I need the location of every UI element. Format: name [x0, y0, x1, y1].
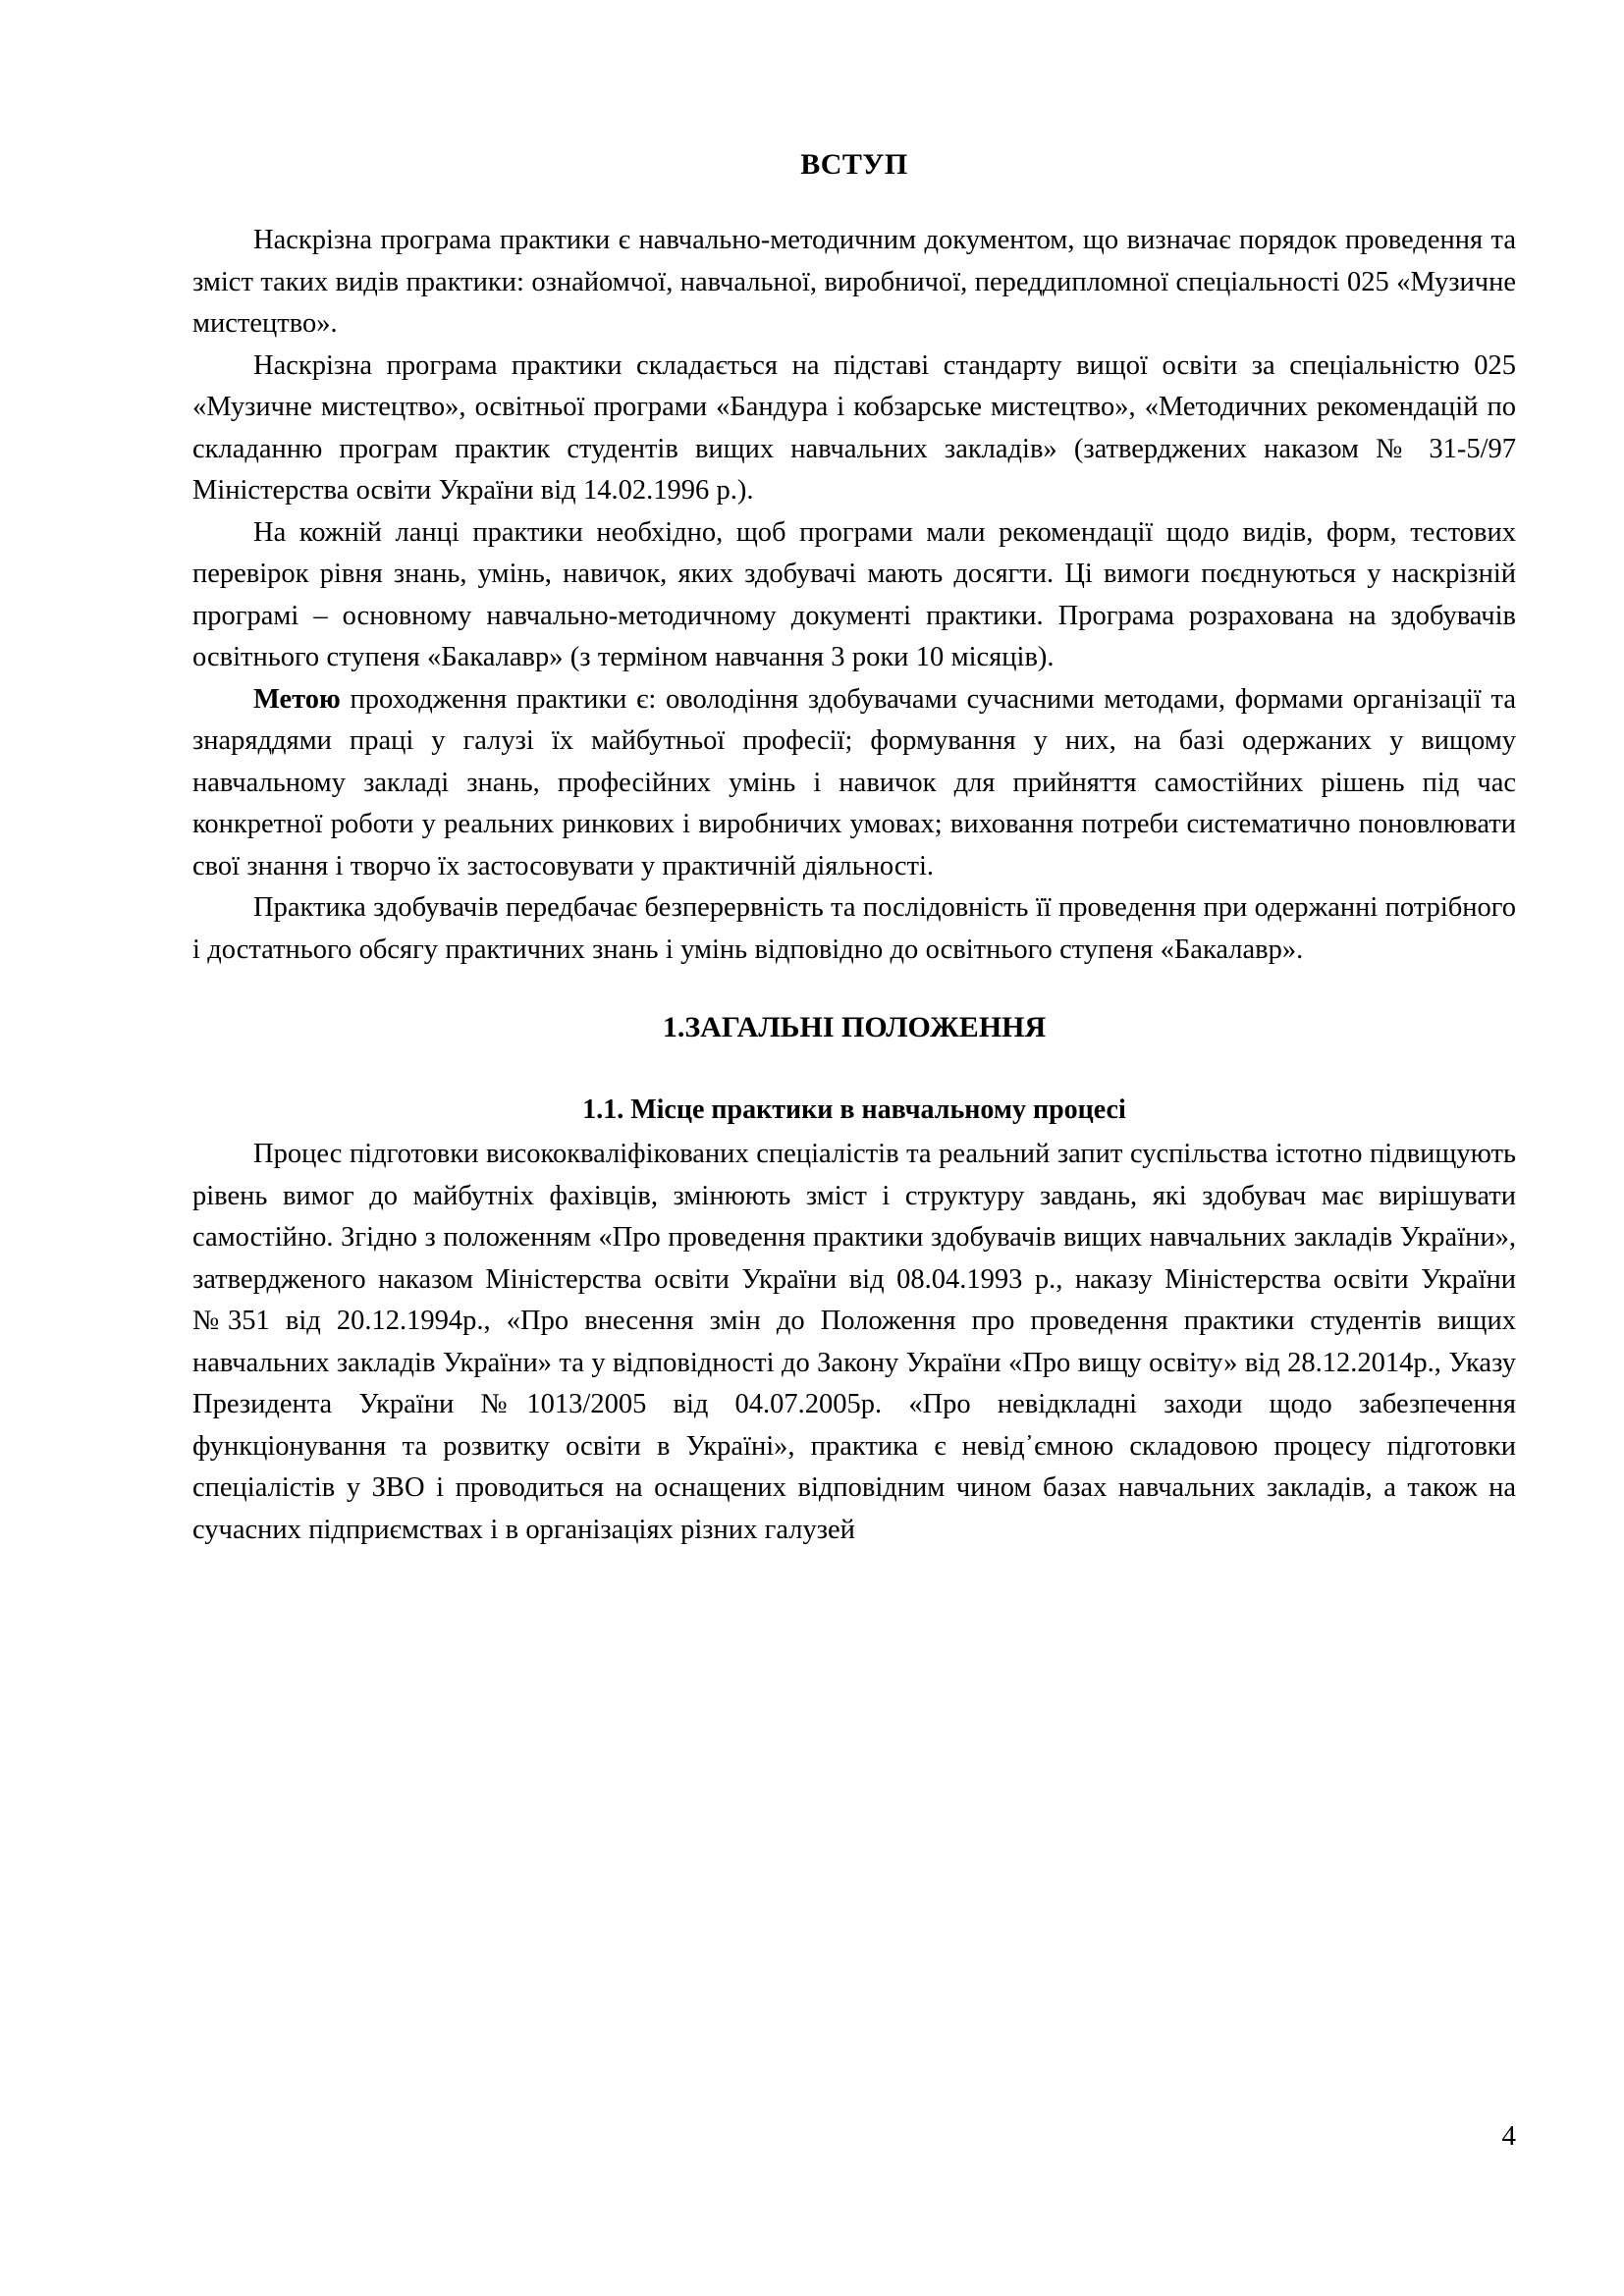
paragraph-intro-2: Наскрізна програма практики складається на підставі стандарту вищої освіти за спеціальністю 025 «Музичне мистецтво», освітньої програми «Бандура і кобзарське мистецтво», «Методичних рекомендацій по складанню програм практик студентів вищих навчальних закладів» (затверджених наказом № 31-5/97 Міністерства освіти України від 14.02.1996 р.).: [192, 349, 1516, 506]
page-content: [192, 147, 1516, 1551]
section-heading-1: 1.ЗАГАЛЬНІ ПОЛОЖЕННЯ: [662, 1011, 1047, 1043]
paragraph-subsection-1-1: Процес підготовки висококваліфікованих спеціалістів та реальний запит суспільства істотно підвищують рівень вимог до майбутніх фахівців, змінюють зміст і структуру завдань, які здобувач має вирішувати самостійно. Згідно з положенням «Про проведення практики здобувачів вищих навчальних закладів України», затвердженого наказом Міністерства освіти України від 08.04.1993 р., наказу Міністерства освіти України №351 від 20.12.1994р., «Про внесення змін до Положення про проведення практики студентів вищих навчальних закладів України» та у відповідності до Закону України «Про вищу освіту» від 28.12.2014р., Указу Президента України №1013/2005 від 04.07.2005р. «Про невідкладні заходи щодо забезпечення функціонування та розвитку освіти в Україні», практика є невід᾽ємною складовою процесу підготовки спеціалістів у ЗВО і проводиться на оснащених відповідним чином базах навчальних закладів, а також на сучасних підприємствах і в організаціях різних галузей: [192, 1139, 1516, 1545]
paragraph-intro-1: Наскрізна програма практики є навчально-методичним документом, що визначає порядок проведення та зміст таких видів практики: ознайомчої, навчальної, виробничої, переддипломної спеціальності 025 «Музичне мистецтво».: [192, 225, 1516, 339]
subsection-heading-1-1: 1.1. Місце практики в навчальному процесі: [582, 1094, 1126, 1125]
paragraph-continuity: Практика здобувачів передбачає безперервність та послідовність її проведення при одержанні потрібного і достатнього обсягу практичних знань і умінь відповідно до освітнього ступеня «Бакалавр».: [192, 892, 1516, 965]
page-number: 4: [1501, 2120, 1516, 2152]
purpose-body-text: проходження практики є: оволодіння здобувачами сучасними методами, формами організації та знаряддями праці у галузі їх майбутньої професії; формування у них, на базі одержаних у вищому навчальному закладі знань, професійних умінь і навичок для прийняття самостійних рішень під час конкретної роботи у реальних ринкових і виробничих умовах; виховання потреби систематично поновлювати свої знання і творчо їх застосовувати у практичній діяльності.: [192, 683, 1516, 881]
purpose-lead-word: Метою: [253, 683, 341, 715]
page-title: ВСТУП: [800, 148, 908, 181]
paragraph-intro-3: На кожній ланці практики необхідно, щоб програми мали рекомендації щодо видів, форм, тестових перевірок рівня знань, умінь, навичок, яких здобувачі мають досягти. Ці вимоги поєднуються у наскрізній програмі – основному навчально-методичному документі практики. Програма розрахована на здобувачів освітнього ступеня «Бакалавр» (з терміном навчання 3 роки 10 місяців).: [192, 516, 1516, 672]
paragraph-purpose: [192, 679, 1516, 888]
